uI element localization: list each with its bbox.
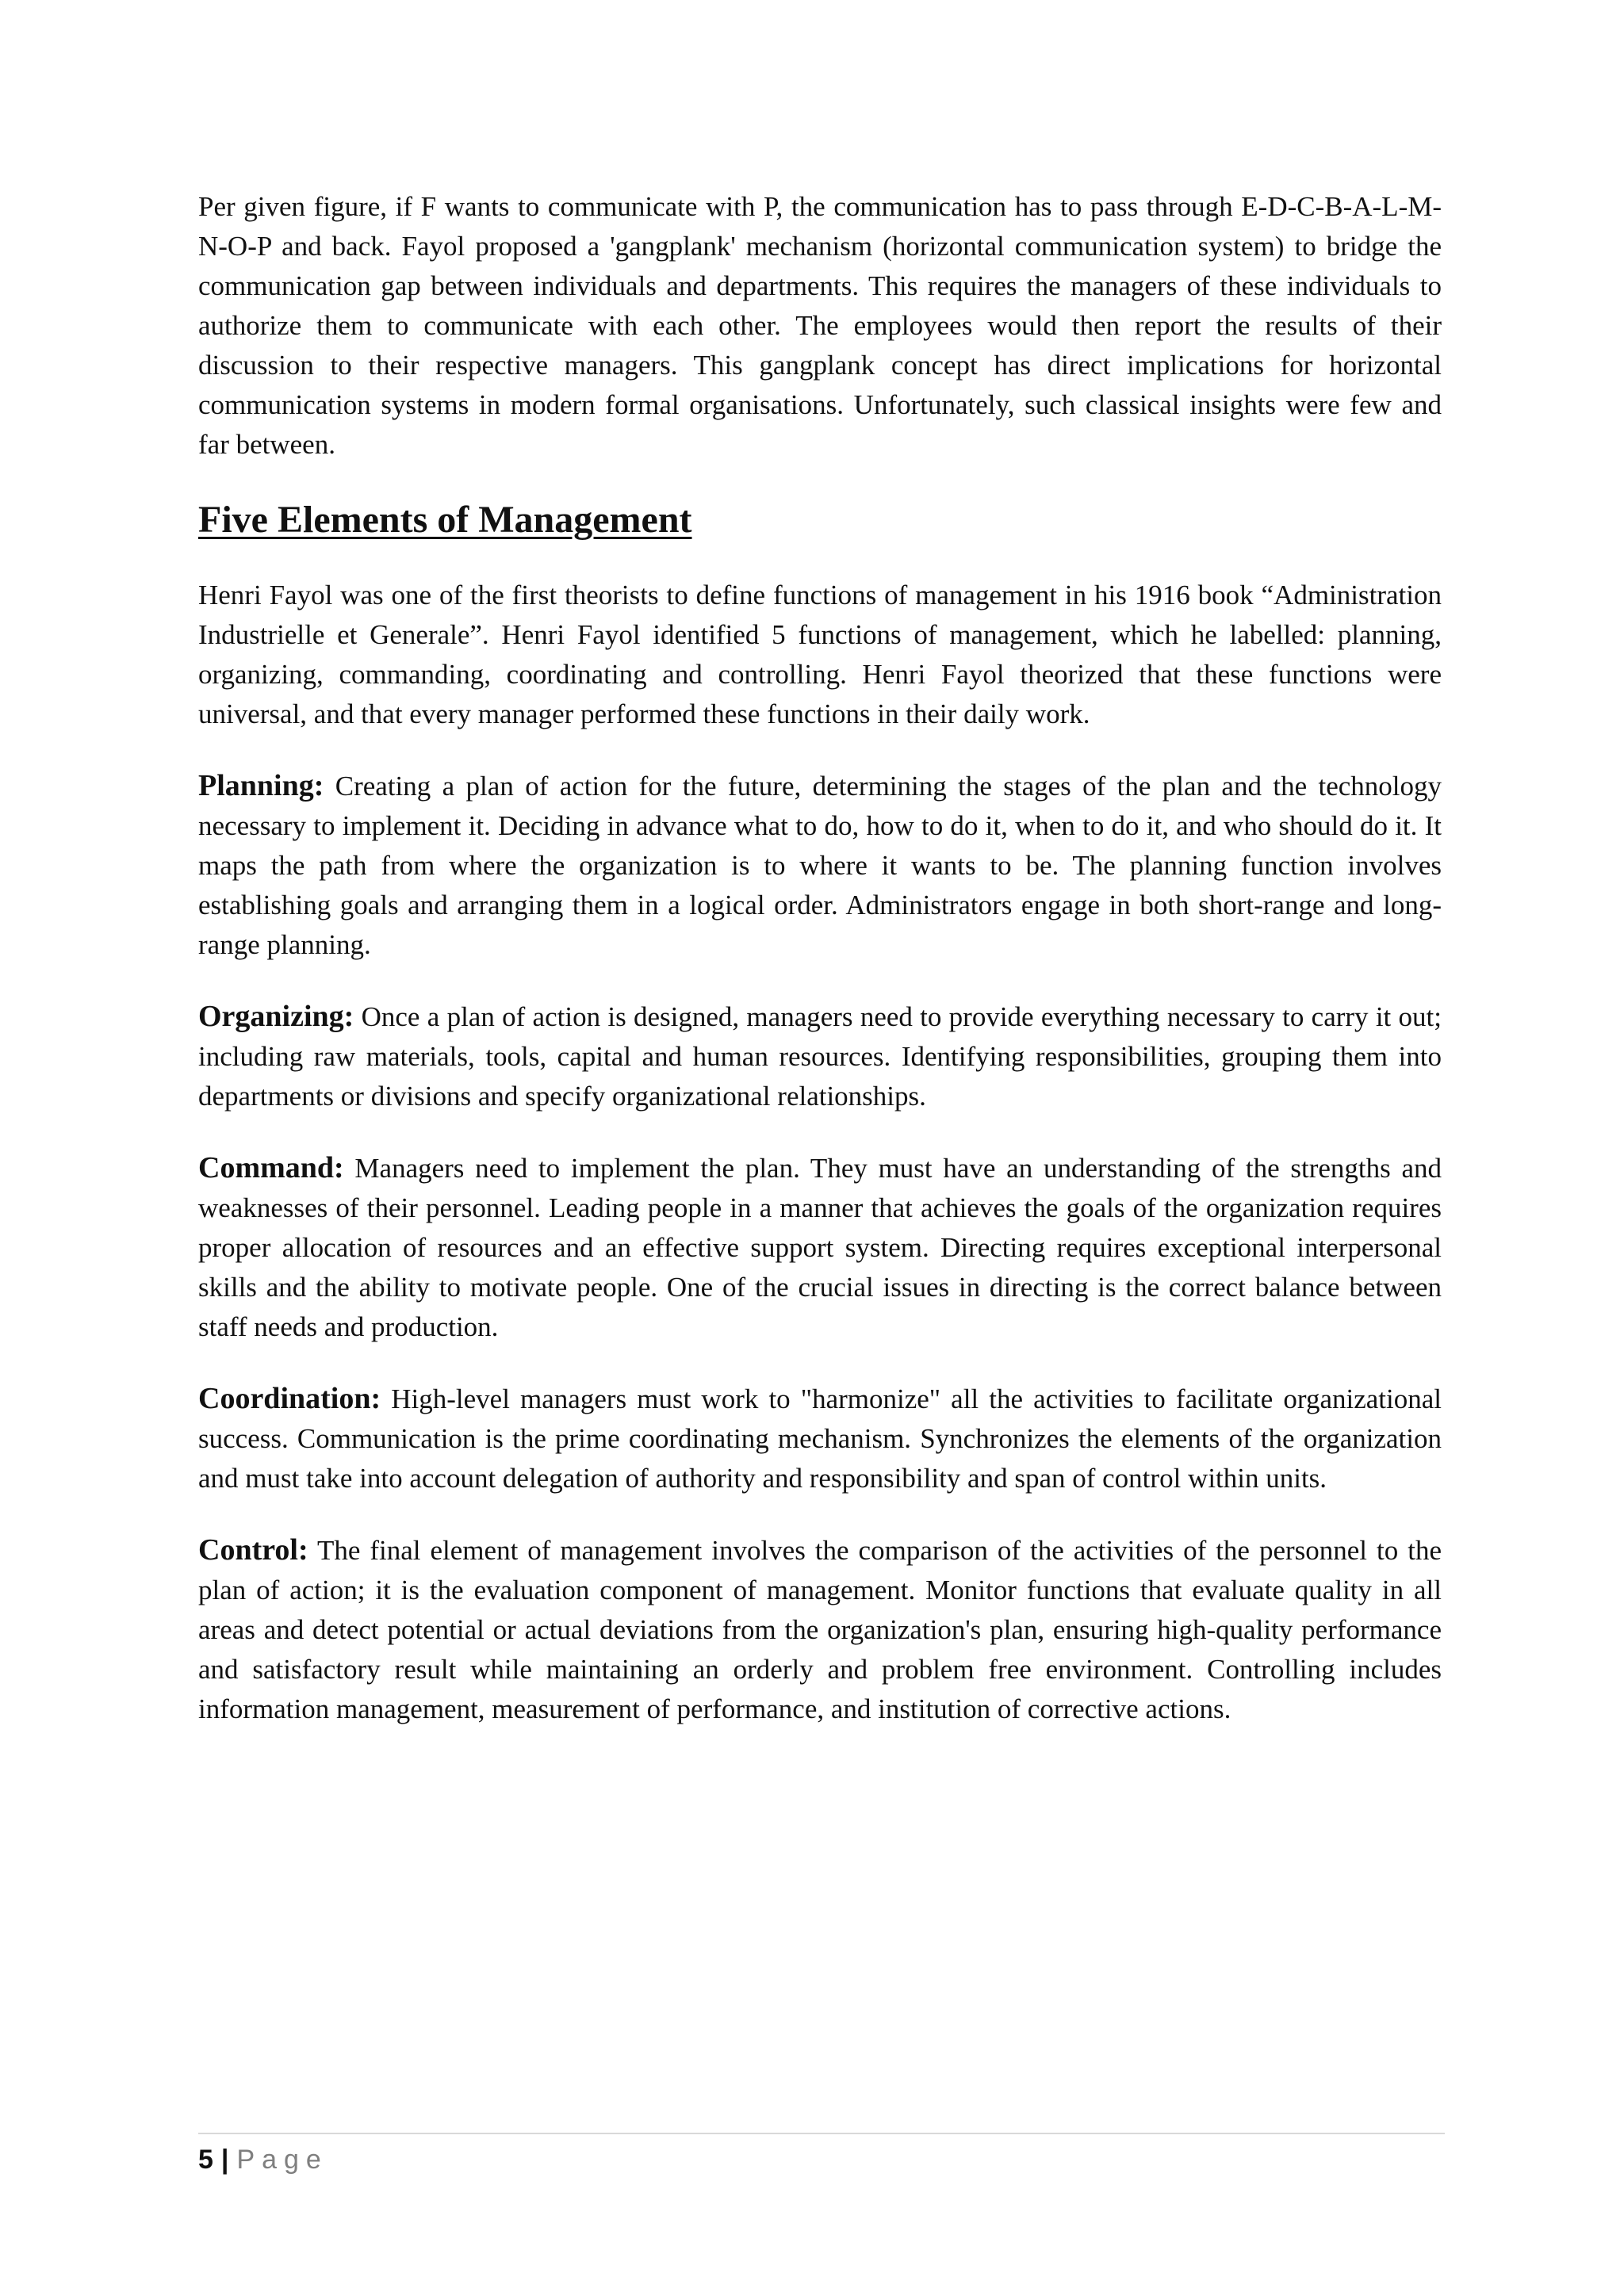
element-text: Managers need to implement the plan. They must have an understanding of the strengths and weaknesses of their personnel. Leading people in a manner that achieves the goals of the organization requires proper allocation of resources and an effective support system. Directing requires exceptional interpersonal skills and the ability to motivate people. One of the crucial issues in directing is the correct balance between staff needs and production. bbox=[198, 1153, 1442, 1342]
document-page bbox=[198, 187, 1442, 1761]
intro-paragraph: Per given figure, if F wants to communicate with P, the communication has to pass through E-D-C-B-A-L-M-N-O-P and back. Fayol proposed a 'gangplank' mechanism (horizontal communication system) to bridge the communication gap between individuals and departments. This requires the managers of these individuals to authorize them to communicate with each other. The employees would then report the results of their discussion to their respective managers. This gangplank concept has direct implications for horizontal communication systems in modern formal organisations. Unfortunately, such classical insights were few and far between. bbox=[198, 191, 1442, 460]
footer-separator: | bbox=[220, 2145, 229, 2175]
section-heading: Five Elements of Management bbox=[198, 499, 692, 541]
element-planning bbox=[198, 766, 1442, 965]
element-coordination bbox=[198, 1379, 1442, 1498]
element-text: Creating a plan of action for the future, determining the stages of the plan and the technology necessary to implement it. Deciding in advance what to do, how to do it, when to do it, and who should do it. It maps the path from where the organization is to where it wants to be. The planning function involves establishing goals and arranging them in a logical order. Administrators engage in both short-range and long-range planning. bbox=[198, 771, 1442, 960]
element-text: Once a plan of action is designed, managers need to provide everything necessary to carry it out; including raw materials, tools, capital and human resources. Identifying responsibilities, grouping them into departments or divisions and specify organizational relationships. bbox=[198, 1001, 1442, 1112]
element-term: Coordination: bbox=[198, 1382, 381, 1415]
element-text: High-level managers must work to "harmonize" all the activities to facilitate organizational success. Communication is the prime coordinating mechanism. Synchronizes the elements of the organization and must take into account delegation of authority and responsibility and span of control within units. bbox=[198, 1383, 1442, 1494]
element-term: Planning: bbox=[198, 769, 324, 802]
element-text: The final element of management involves the comparison of the activities of the personnel to the plan of action; it is the evaluation component of management. Monitor functions that evaluate quality in all areas and detect potential or actual deviations from the organization's plan, ensuring high-quality performance and satisfactory result while maintaining an orderly and problem free environment. Controlling includes information management, measurement of performance, and institution of corrective actions. bbox=[198, 1535, 1442, 1724]
element-command bbox=[198, 1148, 1442, 1347]
element-term: Control: bbox=[198, 1533, 308, 1567]
element-control bbox=[198, 1530, 1442, 1729]
page-number: 5 bbox=[198, 2145, 213, 2175]
element-term: Organizing: bbox=[198, 1000, 354, 1033]
page-footer bbox=[198, 2133, 1445, 2175]
page-label: Page bbox=[236, 2145, 328, 2175]
element-term: Command: bbox=[198, 1151, 344, 1184]
fayol-paragraph: Henri Fayol was one of the first theorists to define functions of management in his 1916 book “Administration Industrielle et Generale”. Henri Fayol identified 5 functions of management, which he labelled: planning, organizing, commanding, coordinating and controlling. Henri Fayol theorized that these functions were universal, and that every manager performed these functions in their daily work. bbox=[198, 580, 1442, 729]
element-organizing bbox=[198, 997, 1442, 1116]
